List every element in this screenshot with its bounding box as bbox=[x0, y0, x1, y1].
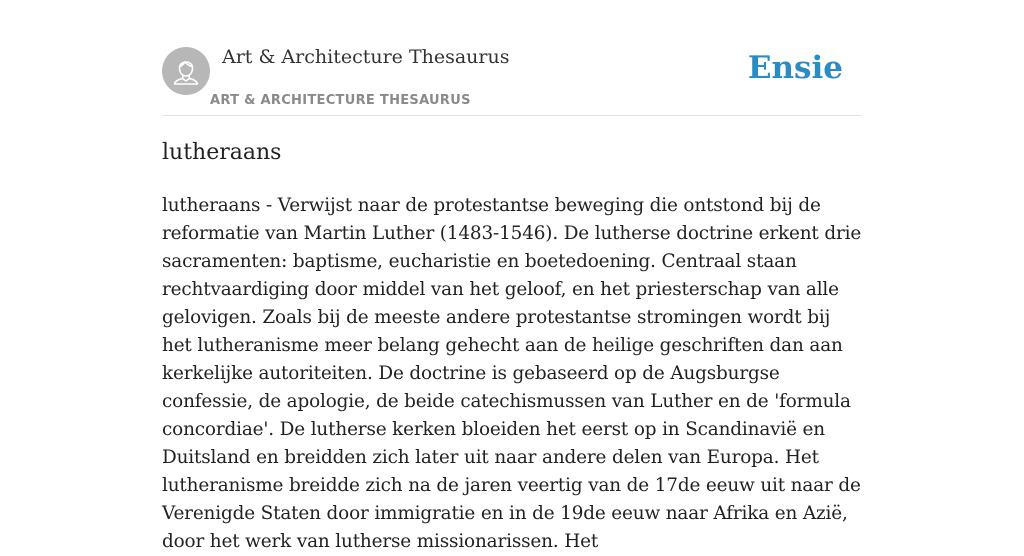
source-title[interactable]: Art & Architecture Thesaurus bbox=[222, 46, 510, 68]
source-avatar[interactable] bbox=[162, 47, 210, 95]
source-subtitle: ART & ARCHITECTURE THESAURUS bbox=[210, 93, 471, 108]
entry-definition: lutheraans - Verwijst naar de protestantse beweging die ontstond bij de reformatie van Martin Luther (1483-1546). De lutherse doctrine erkent drie sacramenten: baptisme, eucharistie en boetedoening. Centraal staan rechtvaardiging door middel van het geloof, en het priesterschap van alle gelovigen. Zoals bij de meeste andere protestantse stromingen wordt bij het lutheranisme meer belang gehecht aan de heilige geschriften dan aan kerkelijke autoriteiten. De doctrine is gebaseerd op de Augsburgse confessie, de apologie, de beide catechismussen van Luther en de 'formula concordiae'. De lutherse kerken bloeiden het eerst op in Scandinavië en Duitsland en breidden zich later uit naar andere delen van Europa. Het lutheranisme breidde zich na de jaren veertig van de 17de eeuw uit naar de Verenigde Staten door immigratie en in de 19de eeuw naar Afrika en Azië, door het werk van lutherse missionarissen. Het bbox=[162, 195, 862, 552]
brand-logo[interactable]: Ensie bbox=[747, 50, 843, 86]
entry-term: lutheraans bbox=[162, 140, 282, 165]
entry-header bbox=[162, 0, 862, 116]
page-container bbox=[162, 0, 862, 552]
user-silhouette-icon bbox=[162, 47, 210, 95]
